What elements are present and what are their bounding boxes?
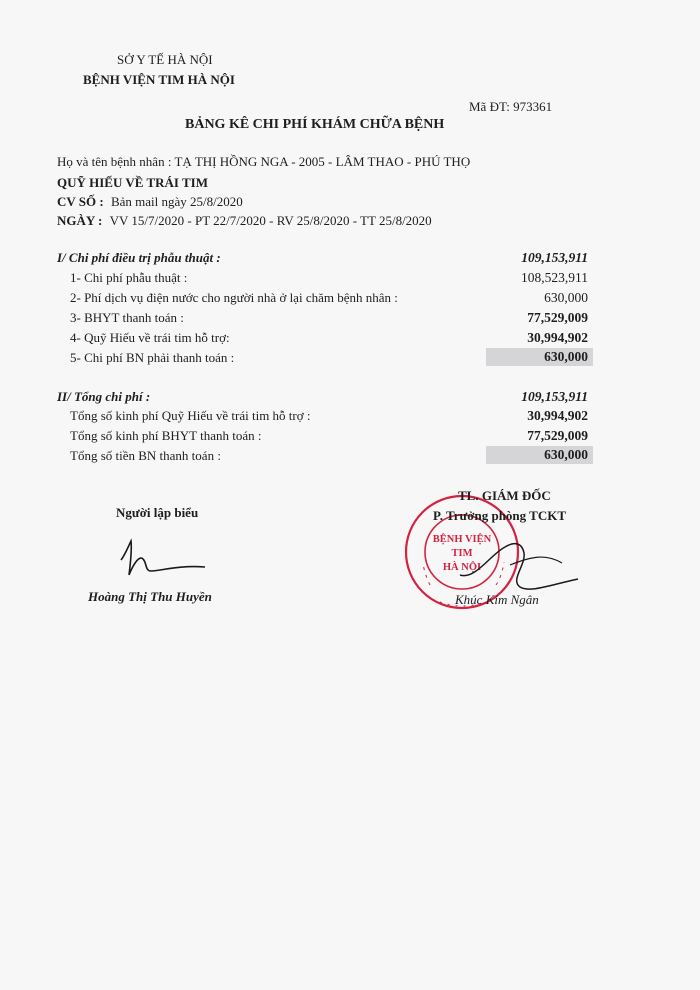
section2-item-1-label: Tổng số kinh phí Quỹ Hiếu về trái tim hỗ trợ :: [70, 408, 311, 423]
preparer-title: Người lập biểu: [116, 505, 199, 520]
section1-item-3-label: 3- BHYT thanh toán :: [70, 310, 184, 325]
director-title: TL. GIÁM ĐỐC: [458, 488, 551, 503]
section1-item-1-amount: 108,523,911: [521, 270, 588, 285]
cv-value: Bản mail ngày 25/8/2020: [110, 194, 243, 209]
section2-item-3-amount: 630,000: [486, 446, 593, 464]
section1-item-3-amount: 77,529,009: [527, 310, 588, 325]
patient-label: Họ và tên bệnh nhân :: [57, 154, 172, 169]
patient-value: TẠ THỊ HỒNG NGA - 2005 - LÂM THAO - PHÚ THỌ: [174, 154, 471, 169]
section1-item-2-label: 2- Phí dịch vụ điện nước cho người nhà ở lại chăm bệnh nhân :: [70, 290, 398, 305]
director-signature: [450, 535, 590, 600]
section1-item-5-label: 5- Chi phí BN phải thanh toán :: [70, 350, 235, 365]
ma-dt: Mã ĐT: 973361: [469, 99, 553, 114]
director-subtitle: P. Trưởng phòng TCKT: [433, 508, 567, 523]
date-label: NGÀY :: [57, 213, 103, 228]
date-line: [57, 213, 432, 229]
section1-heading: I/ Chi phí điều trị phẫu thuật :: [57, 250, 221, 265]
hospital-name: BỆNH VIỆN TIM HÀ NỘI: [83, 72, 235, 87]
stamp-line-3: HÀ NỘI: [442, 562, 482, 573]
fund-name: QUỸ HIẾU VỀ TRÁI TIM: [57, 175, 208, 190]
section2-heading: II/ Tổng chi phí :: [57, 389, 151, 404]
document-title: BẢNG KÊ CHI PHÍ KHÁM CHỮA BỆNH: [185, 117, 445, 132]
section1-item-4-amount: 30,994,902: [527, 330, 588, 345]
preparer-signature: [115, 535, 210, 585]
section1-item-4-label: 4- Quỹ Hiếu về trái tim hỗ trợ:: [70, 330, 230, 345]
section1-item-5-amount: 630,000: [486, 348, 593, 366]
patient-line: [57, 154, 470, 170]
department-name: SỞ Y TẾ HÀ NỘI: [117, 52, 213, 67]
stamp-line-1: BỆNH VIỆN: [432, 534, 492, 545]
section2-item-2-amount: 77,529,009: [527, 428, 588, 443]
director-name: Khúc Kim Ngân: [455, 592, 539, 607]
section2-item-2-label: Tổng số kinh phí BHYT thanh toán :: [70, 428, 262, 443]
cv-label: CV SỐ :: [57, 194, 104, 209]
section2-total: 109,153,911: [521, 389, 588, 404]
cv-line: [57, 194, 243, 210]
stamp-line-2: TIM: [451, 548, 473, 559]
section2-item-3-label: Tổng số tiền BN thanh toán :: [70, 448, 221, 463]
section1-item-2-amount: 630,000: [544, 290, 588, 305]
section1-total: 109,153,911: [521, 250, 588, 265]
preparer-name: Hoàng Thị Thu Huyền: [88, 589, 212, 604]
section2-item-1-amount: 30,994,902: [527, 408, 588, 423]
section1-item-1-label: 1- Chi phí phẫu thuật :: [70, 270, 188, 285]
date-value: VV 15/7/2020 - PT 22/7/2020 - RV 25/8/2020 - TT 25/8/2020: [109, 213, 432, 228]
